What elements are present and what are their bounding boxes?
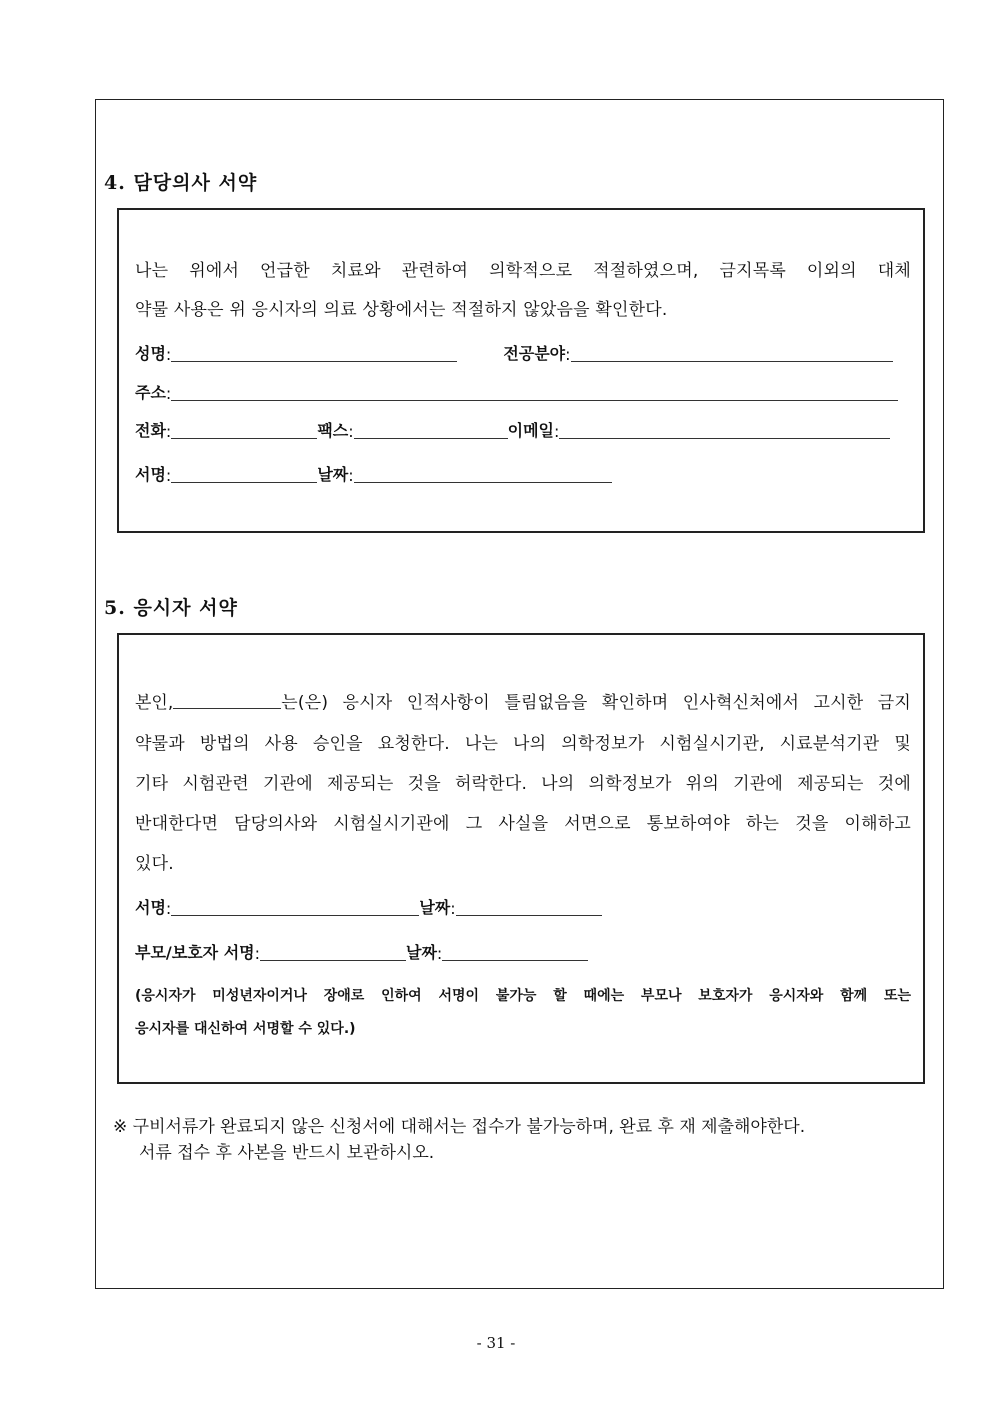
guardian-notice-line-2: 응시자를 대신하여 서명할 수 있다.) [135,1021,356,1037]
footnote-line-1: ※ 구비서류가 완료되지 않은 신청서에 대해서는 접수가 불가능하며, 완료 후 재 제출해야한다. [113,1117,806,1137]
applicant-paragraph-line-2: 기타 시험관련 기관에 제공되는 것을 허락한다. 나의 의학정보가 위의 기관에 제공되는 것에 [135,774,911,794]
email-label: 이메일 [507,421,554,440]
date-label: 날짜 [317,465,349,484]
specialty-label: 전공분야 [503,344,566,363]
applicant-paragraph-line-1: 약물과 방법의 사용 승인을 요청한다. 나는 나의 의학정보가 시험실시기관, 시료분석기관 및 [135,734,911,754]
page-number: - 31 - [476,1334,516,1352]
contact-row: 전화 : 팩스 : 이메일 : [135,419,890,441]
applicant-signature-field[interactable] [171,899,419,916]
applicant-paragraph-line-4: 있다. [135,854,174,874]
applicant-date-field[interactable] [456,899,602,916]
email-field[interactable] [559,422,890,439]
specialty-field[interactable] [571,345,893,362]
guardian-date-field[interactable] [442,944,588,961]
name-specialty-row: 성명 : 전공분야 : [135,342,907,364]
physician-paragraph-line-1: 나는 위에서 언급한 치료와 관련하여 의학적으로 적절하였으며, 금지목록 이외의 대체 [135,261,911,281]
physician-paragraph-line-2: 약물 사용은 위 응시자의 의료 상황에서는 적절하지 않았음을 확인한다. [135,300,668,320]
fax-field[interactable] [354,422,508,439]
phone-field[interactable] [171,422,317,439]
physician-signature-field[interactable] [171,466,317,483]
guardian-date-label: 날짜 [406,943,437,962]
section5-title: 5. 응시자 서약 [104,597,238,619]
address-label: 주소 [135,383,166,402]
applicant-signature-label: 서명 [135,898,166,917]
physician-declaration-box [117,208,925,533]
fax-label: 팩스 [317,421,349,440]
address-row: 주소 : [135,381,898,403]
intro-suffix: 는(은) 응시자 인적사항이 틀림없음을 확인하며 인사혁신처에서 고시한 금지 [281,693,911,713]
phone-label: 전화 [135,421,166,440]
guardian-signature-field[interactable] [260,944,406,961]
applicant-signature-row: 서명 : 날짜 : [135,896,602,918]
applicant-declaration-box [117,633,925,1084]
applicant-intro-line [135,689,911,713]
guardian-signature-row: 부모/보호자 서명 : 날짜 : [135,941,588,963]
applicant-paragraph-line-3: 반대한다면 담당의사와 시험실시기관에 그 사실을 서면으로 통보하여야 하는 것을 이해하고 [135,814,911,834]
name-label: 성명 [135,344,166,363]
applicant-name-field[interactable] [173,692,281,709]
guardian-signature-label: 부모/보호자 서명 [135,943,255,962]
physician-signature-row: 서명 : 날짜 : [135,463,612,485]
physician-name-field[interactable] [171,345,457,362]
guardian-notice-line-1: (응시자가 미성년자이거나 장애로 인하여 서명이 불가능 할 때에는 부모나 보호자가 응시자와 함께 또는 [135,988,911,1004]
signature-label: 서명 [135,465,166,484]
footnote-line-2: 서류 접수 후 사본을 반드시 보관하시오. [139,1143,435,1163]
physician-date-field[interactable] [354,466,612,483]
applicant-date-label: 날짜 [419,898,451,917]
address-field[interactable] [171,384,898,401]
intro-prefix: 본인, [135,693,174,713]
section4-title: 4. 담당의사 서약 [104,172,258,194]
